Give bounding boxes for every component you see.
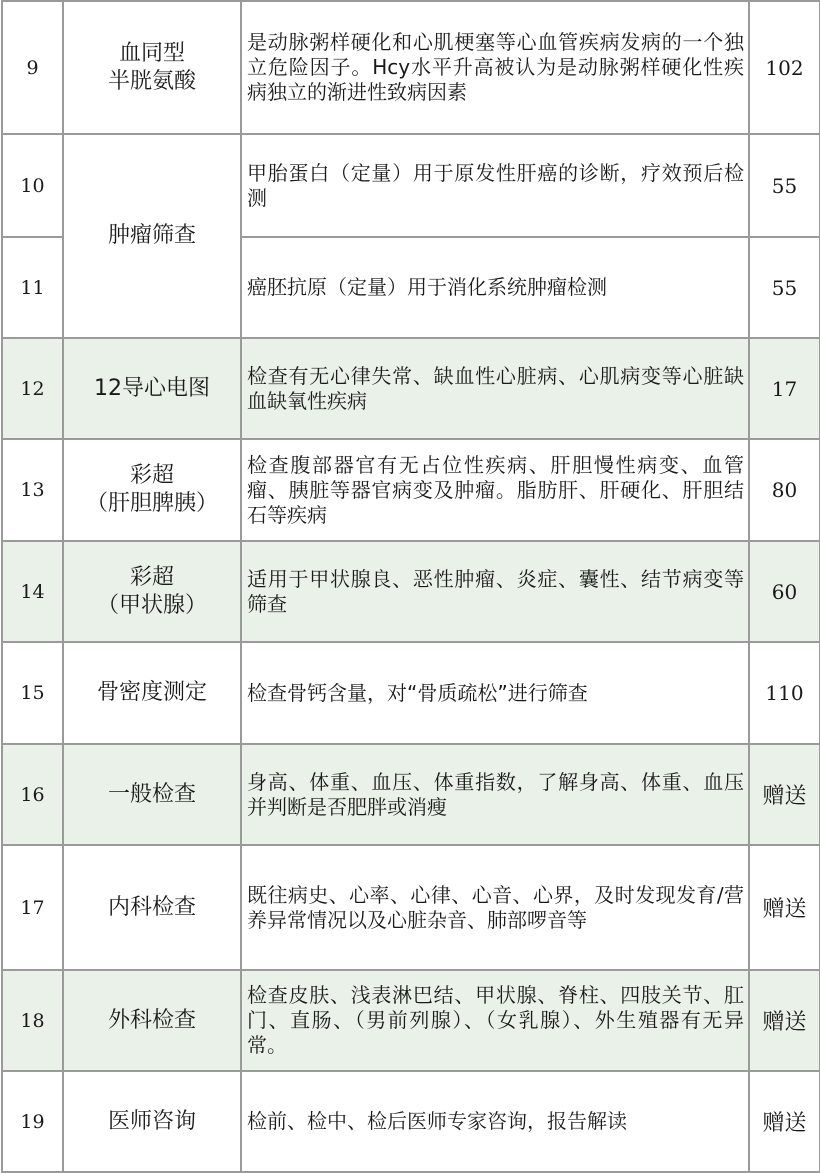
item-number: 11: [2, 237, 63, 338]
item-name-line: 肿瘤筛查: [107, 223, 196, 248]
item-name-line: 一般检查: [107, 781, 196, 807]
item-number: 15: [2, 642, 63, 744]
item-name-line: 骨密度测定: [96, 680, 207, 705]
table-row: [2, 1, 820, 134]
item-name-line: 半胱氨酸: [107, 68, 196, 94]
item-price: 102: [749, 1, 820, 134]
item-name: [63, 1, 241, 134]
item-price: 60: [749, 541, 820, 642]
item-number: 12: [2, 338, 63, 439]
item-description: 适用于甲状腺良、恶性肿瘤、炎症、囊性、结节病变等筛查: [241, 541, 749, 642]
item-description: 检查有无心律失常、缺血性心脏病、心肌病变等心脏缺血缺氧性疾病: [241, 338, 749, 439]
item-description: 既往病史、心率、心律、心音、心界，及时发现发育/营养异常情况以及心脏杂音、肺部啰音等: [241, 845, 749, 970]
item-number: 10: [2, 134, 63, 237]
item-number: 9: [2, 1, 63, 134]
item-name-line: 12导心电图: [94, 375, 210, 401]
item-number: 14: [2, 541, 63, 642]
table-row: [2, 1071, 820, 1172]
item-name: [63, 338, 241, 439]
table-row: [2, 642, 820, 744]
item-description: 身高、体重、血压、体重指数，了解身高、体重、血压并判断是否肥胖或消瘦: [241, 744, 749, 845]
item-name: [63, 541, 241, 642]
item-number: 13: [2, 439, 63, 541]
item-name-line: （甲状腺）: [96, 592, 207, 618]
checkup-items-table: [1, 0, 820, 1173]
item-number: 16: [2, 744, 63, 845]
item-name: [63, 744, 241, 845]
table-row: [2, 970, 820, 1071]
table-row: [2, 439, 820, 541]
item-description: 检查皮肤、浅表淋巴结、甲状腺、脊柱、四肢关节、肛门、直肠、（男前列腺）、（女乳腺）、外生殖器有无异常。: [241, 970, 749, 1071]
item-name-line: 内科检查: [107, 894, 196, 920]
item-name-line: 彩超: [129, 564, 174, 590]
item-description: 检查骨钙含量，对“骨质疏松”进行筛查: [241, 642, 749, 744]
item-name-line: 医师咨询: [107, 1108, 196, 1134]
item-description: 甲胎蛋白（定量）用于原发性肝癌的诊断，疗效预后检测: [241, 134, 749, 237]
item-name: [63, 970, 241, 1071]
item-name: [63, 1071, 241, 1172]
table-row: [2, 134, 820, 237]
item-name: [63, 845, 241, 970]
item-description: 检前、检中、检后医师专家咨询，报告解读: [241, 1071, 749, 1172]
item-number: 18: [2, 970, 63, 1071]
table-row: [2, 845, 820, 970]
table-row: [2, 541, 820, 642]
item-price: 55: [749, 134, 820, 237]
item-name-line: 彩超: [129, 463, 174, 488]
item-name-line: 外科检查: [107, 1007, 196, 1033]
item-number: 19: [2, 1071, 63, 1172]
item-number: 17: [2, 845, 63, 970]
item-name: [63, 642, 241, 744]
item-price: 55: [749, 237, 820, 338]
item-description: 癌胚抗原（定量）用于消化系统肿瘤检测: [241, 237, 749, 338]
item-description: 检查腹部器官有无占位性疾病、肝胆慢性病变、血管瘤、胰脏等器官病变及肿瘤。脂肪肝、肝硬化、肝胆结石等疾病: [241, 439, 749, 541]
item-price: 110: [749, 642, 820, 744]
item-price: 赠送: [749, 744, 820, 845]
item-name-line: （肝胆脾胰）: [85, 491, 218, 516]
item-price: 赠送: [749, 1071, 820, 1172]
item-description: 是动脉粥样硬化和心肌梗塞等心血管疾病发病的一个独立危险因子。Hcy水平升高被认为是动脉粥样硬化性疾病独立的渐进性致病因素: [241, 1, 749, 134]
item-name-line: 血同型: [118, 40, 185, 66]
item-price: 赠送: [749, 845, 820, 970]
item-name: [63, 439, 241, 541]
item-price: 80: [749, 439, 820, 541]
table-row: [2, 338, 820, 439]
item-price: 赠送: [749, 970, 820, 1071]
item-price: 17: [749, 338, 820, 439]
table-row: [2, 744, 820, 845]
item-name: [63, 134, 241, 338]
